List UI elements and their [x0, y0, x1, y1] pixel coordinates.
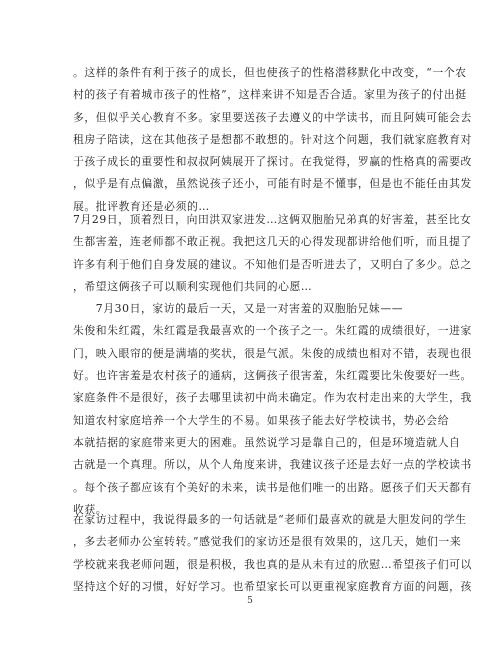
text-line: 本就拮据的家庭带来更大的困难。虽然说学习是靠自己的，但是环境造就人自 [73, 435, 461, 449]
text-line: ，希望这俩孩子可以顺利实现他们共同的心愿… [73, 279, 313, 293]
paragraph-1 [73, 62, 472, 218]
text-line: ，似乎是有点偏激，虽然说孩子还小，可能有时是不懂事，但是也不能任由其发 [73, 177, 472, 191]
text-line: 家庭条件不是很好，孩子去哪里读初中尚未确定。作为农村走出来的大学生，我 [73, 391, 472, 405]
text-line: 收获。 [73, 502, 108, 516]
text-line: 村的孩子有着城市孩子的性格”，这样来讲不知是否合适。家里为孩子的付出挺 [73, 88, 467, 102]
text-line: 于孩子成长的重要性和叔叔阿姨展开了探讨。在我觉得，罗赢的性格真的需要改 [73, 155, 472, 169]
text-line: 租房子陪读，这在其他孩子是想都不敢想的。针对这个问题，我们就家庭教育对 [73, 132, 472, 146]
page-number: 5 [247, 596, 253, 606]
text-line: 好。也许害羞是农村孩子的通病，这俩孩子很害羞，朱红霞要比朱俊要好一些。 [73, 369, 472, 383]
text-line: ，多去老师办公室转转。”感觉我们的家访还是很有效果的，这几天，她们一来 [73, 535, 462, 549]
text-line: 。每个孩子都应该有个美好的未来，读书是他们唯一的出路。愿孩子们天天都有 [73, 480, 472, 494]
text-line: 朱俊和朱红霞，朱红霞是我最喜欢的一个孩子之一。朱红霞的成绩很好，一进家 [73, 324, 472, 338]
text-line: 门，映入眼帘的便是满墙的奖状，很是气派。朱俊的成绩也相对不错，表现也很 [73, 346, 472, 360]
text-line: 古就是一个真理。所以，从个人角度来讲，我建议孩子还是去好一点的学校读书 [73, 458, 472, 472]
text-line: 许多有利于他们自身发展的建议。不知他们是否听进去了，又明白了多少。总之 [73, 257, 472, 271]
text-line: 知道农村家庭培养一个大学生的不易。如果孩子能去好学校读书，势必会给 [73, 413, 450, 427]
text-line: 在家访过程中，我说得最多的一句话就是“老师们最喜欢的就是大胆发问的学生 [73, 513, 467, 526]
text-line: 生都害羞，连老师都不敢正视。我把这几天的心得发现都讲给他们听，而且提了 [73, 235, 472, 249]
paragraph-2 [73, 209, 472, 521]
paragraph-3 [73, 509, 472, 598]
text-line: 多，但似乎关心教育不多。家里要送孩子去遵义的中学读书，而且阿姨可能会去 [73, 110, 472, 124]
text-line: 7月30日，家访的最后一天，又是一对害羞的双胞胎兄妹—— [73, 302, 404, 316]
text-line: 展。批评教育还是必须的… [73, 199, 210, 213]
text-line: 坚持这个好的习惯，好好学习。也希望家长可以更重视家庭教育方面的问题，孩 [73, 579, 472, 593]
text-line: 7月29日，顶着烈日，向田洪双家进发…这俩双胞胎兄弟真的好害羞，甚至比女 [73, 213, 472, 226]
text-line: 。这样的条件有利于孩子的成长，但也使孩子的性格潜移默化中改变，“一个农 [73, 66, 467, 79]
text-line: 学校就来我老师问题，很是积极，我也真的是从未有过的欣慰…希望孩子们可以 [73, 557, 472, 571]
